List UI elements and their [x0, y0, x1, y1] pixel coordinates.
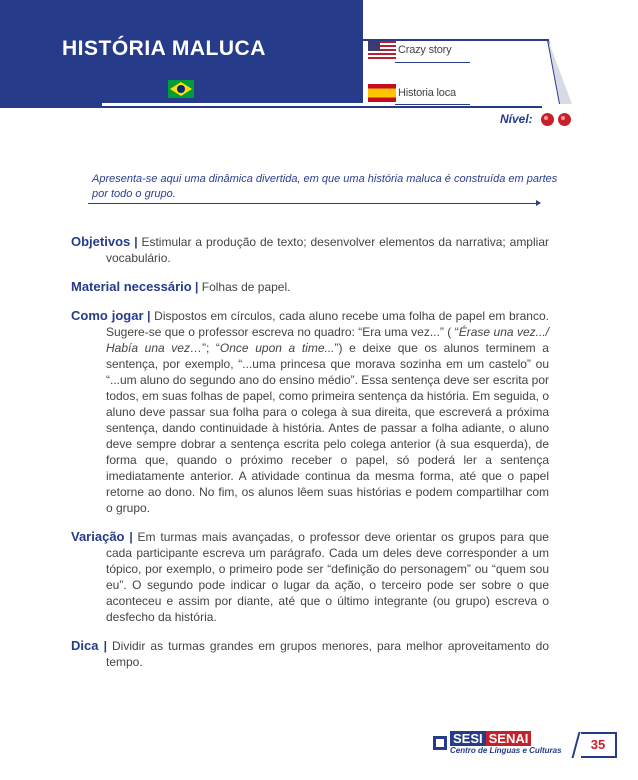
section-text: Dividir as turmas grandes em grupos menores, para melhor aproveitamento do tempo.: [106, 639, 549, 669]
brazil-flag-icon: [168, 80, 194, 98]
section-como-jogar: Como jogar | Dispostos em círculos, cada aluno recebe uma folha de papel em branco. Sugere-se que o professor escreva no quadro: “Era uma vez...” ( “Érase una vez.../ Había una vez…”; “Once upon a time...”) e deixe que os alunos terminem a sentença, por exemplo, “...uma princesa que morava sozinha em um castelo” ou “...um aluno do segundo ano do ensino médio”. Essa sentença deve ser escrita por todos, em suas folhas de papel, como primeira sentença da história. Em seguida, o aluno deve passar sua folha para o colega à sua direita, que escreverá a próxima sentença, dando continuidade à história. Antes de passar a folha adiante, o aluno deve sempre dobrar a sentença escrita pelo colega anterior (à sua esquerda), de forma que, quando o próximo receber o papel, só poderá ler a sentença imediatamente anterior. A atividade continua da mesma forma, até que o papel retorne ao dono. No fim, os alunos lêem suas histórias e podem compartilhar com o grupo.: [71, 308, 550, 515]
intro-rule: [88, 203, 540, 204]
level-label: Nível:: [500, 112, 533, 126]
section-text: Estimular a produção de texto; desenvolver elementos da narrativa; ampliar vocabulário.: [106, 235, 549, 265]
intro-text: Apresenta-se aqui uma dinâmica divertida, em que uma história maluca é construída em partes por todo o grupo.: [92, 173, 558, 200]
page-number-divider: [572, 732, 581, 758]
section-heading: Como jogar: [71, 308, 144, 323]
section-text-spanish: Érase una vez.../ Había una vez…: [106, 325, 550, 355]
sesi-senai-logo: [433, 731, 562, 755]
section-heading: Material necessário: [71, 279, 192, 294]
section-heading: Variação: [71, 529, 125, 544]
spain-flag-icon: [368, 84, 396, 102]
section-dica: Dica | Dividir as turmas grandes em grupos menores, para melhor aproveitamento do tempo.: [71, 638, 549, 669]
language-spanish-label: Historia loca: [398, 87, 456, 99]
level-dot-icon: [558, 113, 571, 126]
logo-square-icon: [433, 736, 447, 750]
logo-brand-a: SESI: [450, 731, 486, 746]
section-variacao: Variação | Em turmas mais avançadas, o professor deve orientar os grupos para que cada participante escreva um parágrafo. Cada um deles deve corresponder a um tópico, por exemplo, o primeiro pode ser “definição do personagem” ou “quem sou eu”. O segundo pode indicar o lugar da ação, o terceiro pode ser sobre o que aconteceu e assim por diante, até que o último integrante (ou grupo) escreva o desfecho da história.: [71, 529, 549, 624]
language-english-rule: [395, 62, 470, 63]
language-spanish: [368, 83, 456, 103]
logo-subtitle: Centro de Línguas e Culturas: [450, 746, 562, 755]
section-text: Folhas de papel.: [201, 280, 291, 294]
content-body: [71, 234, 549, 683]
arrow-right-icon: [536, 200, 541, 206]
section-objetivos: Objetivos | Estimular a produção de texto; desenvolver elementos da narrativa; ampliar vocabulário.: [71, 234, 549, 265]
section-heading: Objetivos: [71, 234, 131, 249]
usa-flag-icon: [368, 41, 396, 59]
header-rule: [102, 106, 542, 108]
logo-brand-b: SENAI: [486, 731, 532, 746]
language-spanish-rule: [395, 104, 470, 105]
section-heading: Dica: [71, 638, 99, 653]
page-title: HISTÓRIA MALUCA: [62, 37, 266, 60]
section-text: Em turmas mais avançadas, o professor deve orientar os grupos para que cada participante escreva um parágrafo. Cada um deles deve corresponder a um tópico, por exemplo, o primeiro pode ser “definição do personagem” ou “quem sou eu”. O segundo pode indicar o lugar da ação, o terceiro pode ser sobre o que aconteceu e assim por diante, até que o último integrante (ou grupo) escreva o desfecho da história.: [106, 530, 549, 624]
section-text: Dispostos em círculos, cada aluno recebe uma folha de papel em branco. Sugere-se que o professor escreva no quadro: “Era uma vez...” ( “: [106, 309, 549, 339]
level-indicator: [500, 112, 571, 126]
section-text: ”) e deixe que os alunos terminem a sentença, por exemplo, “...uma princesa que morava sozinha em um castelo” ou “...um aluno do segundo ano do ensino médio”. Essa sentença deve ser escrita por todos, em suas folhas de papel, como primeira sentença da história. Em seguida, o aluno deve passar sua folha para o colega à sua direita, que escreverá a próxima sentença, dando continuidade à história. Antes de passar a folha adiante, o aluno deve sempre dobrar a sentença escrita pelo colega anterior (à sua esquerda), de forma que, quando o próximo receber o papel, só poderá ler a sentença imediatamente anterior. A atividade continua da mesma forma, até que o papel retorne ao dono. No fim, os alunos lêem suas histórias e podem compartilhar com o grupo.: [106, 341, 549, 515]
language-english: [368, 40, 451, 60]
language-english-label: Crazy story: [398, 44, 452, 56]
section-text: ”; “: [201, 341, 220, 355]
header-strip: [0, 103, 102, 108]
section-text-english: Once upon a time...: [219, 341, 335, 355]
section-material: Material necessário | Folhas de papel.: [71, 279, 291, 294]
level-dot-icon: [541, 113, 554, 126]
page-number: 35: [581, 732, 617, 758]
